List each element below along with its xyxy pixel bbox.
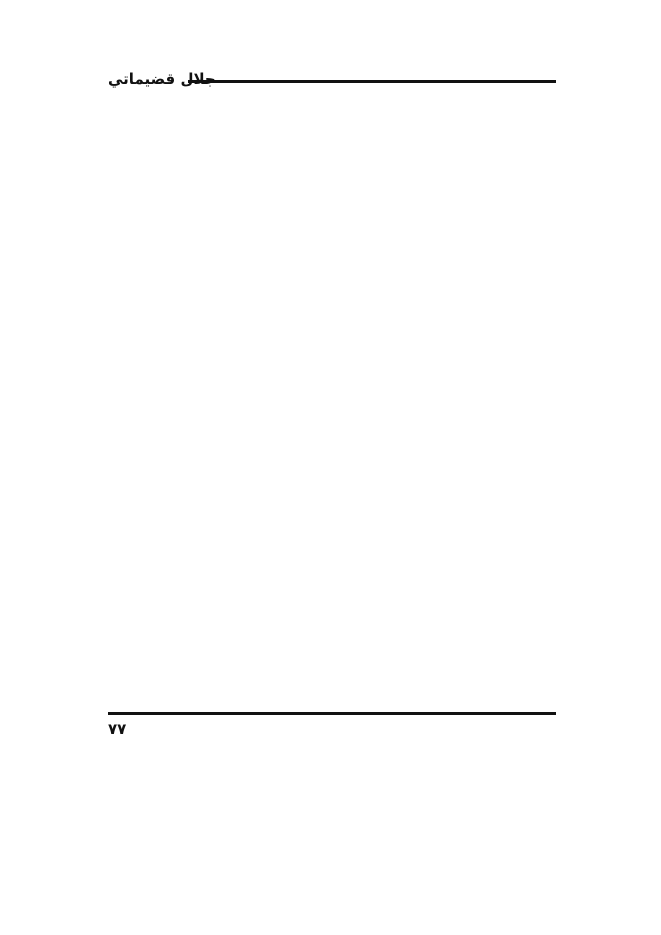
footer-rule <box>108 712 556 715</box>
page-number: ٧٧ <box>108 720 127 738</box>
page-footer <box>108 712 556 742</box>
header-rule <box>188 80 556 83</box>
author-name: جلال قضيماتي <box>108 70 216 88</box>
running-header <box>108 70 556 96</box>
